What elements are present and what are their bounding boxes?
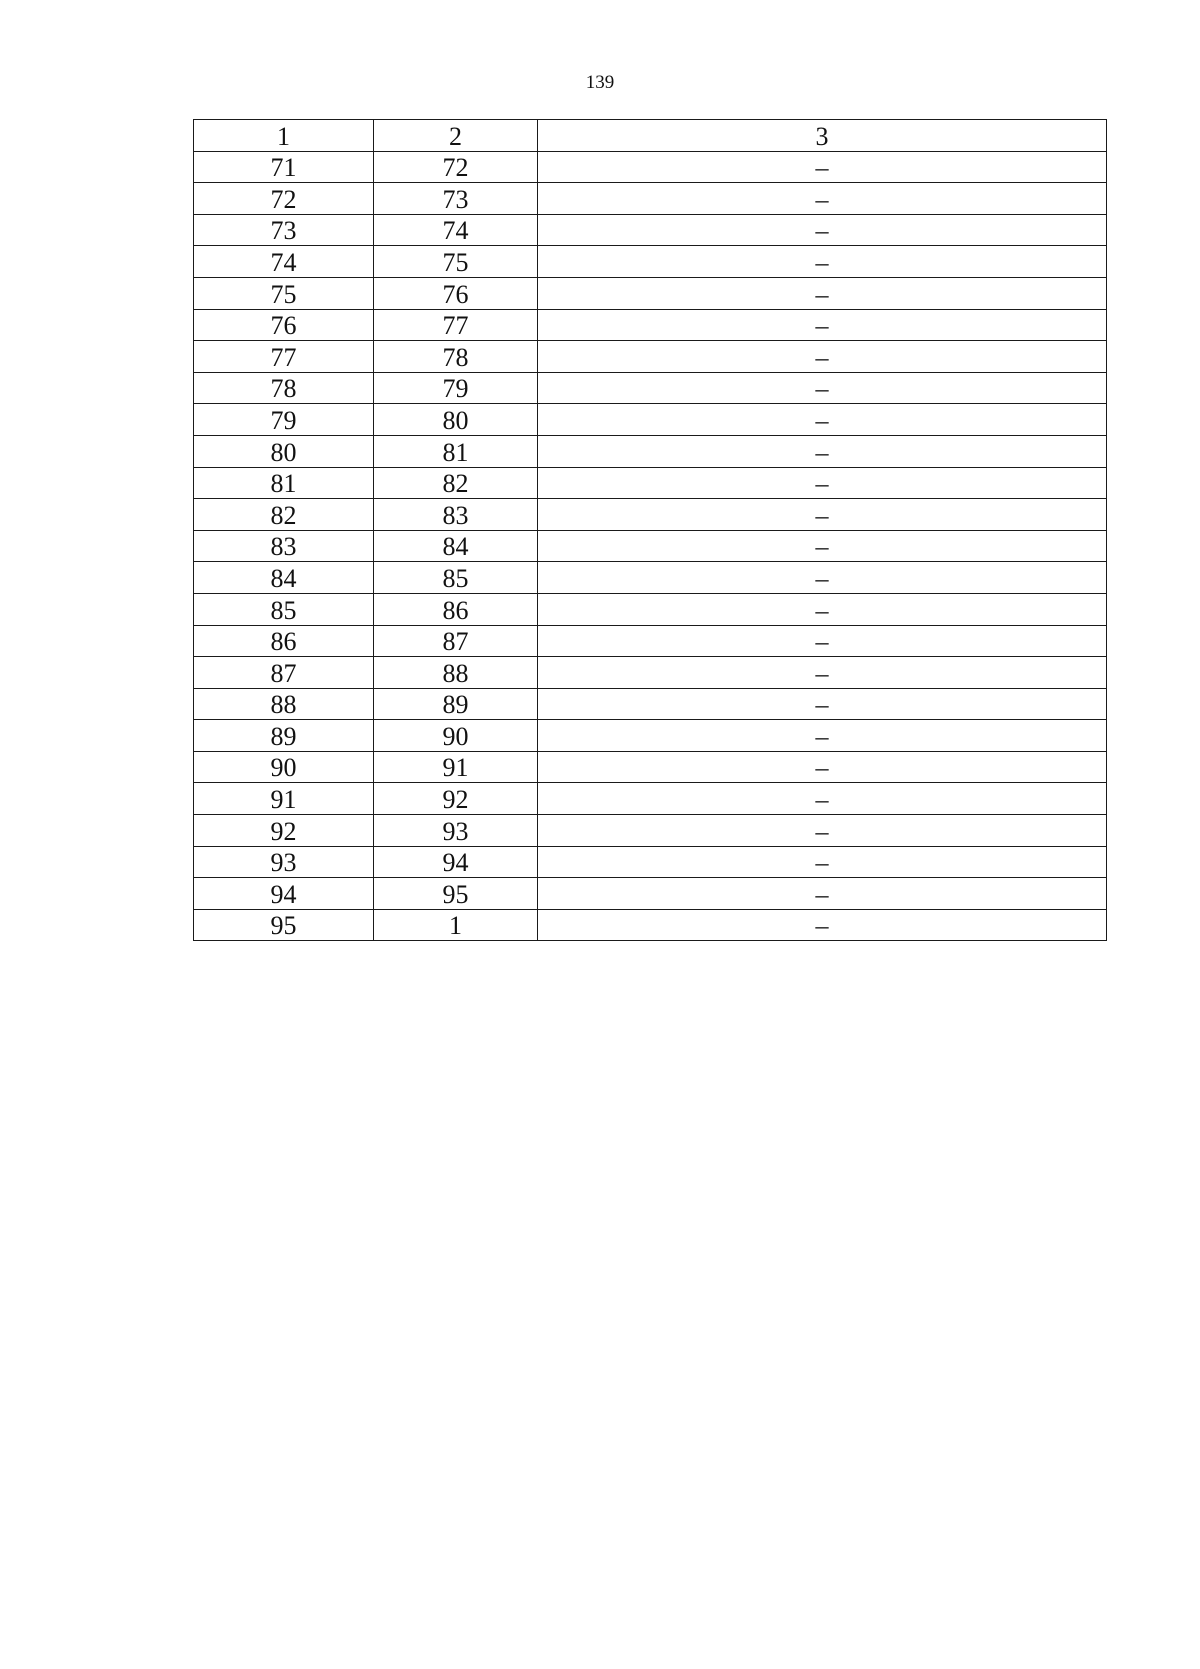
table-cell-col-1: 72 [194,183,374,215]
table-cell-col-2: 87 [374,625,538,657]
table-cell-col-2: 80 [374,404,538,436]
table-cell-col-1: 74 [194,246,374,278]
table-cell-col-3: – [538,499,1107,531]
table-cell-col-1: 88 [194,688,374,720]
table-cell-col-3: – [538,435,1107,467]
table-cell-col-1: 89 [194,720,374,752]
table-cell-col-1: 92 [194,815,374,847]
table-cell-col-3: – [538,246,1107,278]
table-cell-col-2: 73 [374,183,538,215]
table-cell-col-1: 91 [194,783,374,815]
table-cell-col-3: – [538,657,1107,689]
table-cell-col-2: 85 [374,562,538,594]
table-cell-col-3: – [538,467,1107,499]
table-cell-col-3: – [538,404,1107,436]
table-body [194,151,1107,941]
table-cell-col-1: 86 [194,625,374,657]
table-cell-col-2: 79 [374,372,538,404]
table-row [194,404,1107,436]
table-cell-col-2: 90 [374,720,538,752]
table-cell-col-2: 91 [374,751,538,783]
table-cell-col-1: 77 [194,341,374,373]
table-cell-col-1: 81 [194,467,374,499]
table-cell-col-2: 84 [374,530,538,562]
table-cell-col-3: – [538,372,1107,404]
table-row [194,467,1107,499]
table-cell-col-1: 79 [194,404,374,436]
table-row [194,214,1107,246]
table-row [194,277,1107,309]
table-cell-col-1: 90 [194,751,374,783]
table-row [194,372,1107,404]
table-cell-col-2: 74 [374,214,538,246]
table-cell-col-2: 76 [374,277,538,309]
table-cell-col-2: 72 [374,151,538,183]
table-cell-col-3: – [538,878,1107,910]
table-cell-col-3: – [538,183,1107,215]
table-cell-col-2: 89 [374,688,538,720]
table-cell-col-2: 78 [374,341,538,373]
table-cell-col-1: 78 [194,372,374,404]
table-cell-col-2: 77 [374,309,538,341]
table-cell-col-3: – [538,783,1107,815]
table-cell-col-3: – [538,341,1107,373]
column-header-2: 2 [374,120,538,152]
table-cell-col-3: – [538,625,1107,657]
table-cell-col-2: 92 [374,783,538,815]
table-row [194,309,1107,341]
table-cell-col-3: – [538,214,1107,246]
table-cell-col-2: 86 [374,593,538,625]
table-cell-col-3: – [538,909,1107,941]
table-row [194,151,1107,183]
table-cell-col-1: 80 [194,435,374,467]
table-cell-col-3: – [538,530,1107,562]
table-cell-col-1: 85 [194,593,374,625]
table-cell-col-3: – [538,562,1107,594]
table-cell-col-3: – [538,846,1107,878]
table-cell-col-1: 94 [194,878,374,910]
table-cell-col-3: – [538,593,1107,625]
table-cell-col-3: – [538,309,1107,341]
table-cell-col-3: – [538,688,1107,720]
table-cell-col-2: 94 [374,846,538,878]
table-row [194,625,1107,657]
table-cell-col-2: 75 [374,246,538,278]
table-row [194,878,1107,910]
table-cell-col-1: 82 [194,499,374,531]
table-cell-col-2: 93 [374,815,538,847]
table-cell-col-3: – [538,815,1107,847]
table-cell-col-1: 84 [194,562,374,594]
table-cell-col-1: 93 [194,846,374,878]
table-cell-col-1: 87 [194,657,374,689]
table-cell-col-1: 73 [194,214,374,246]
table-cell-col-3: – [538,720,1107,752]
table-cell-col-1: 95 [194,909,374,941]
table-cell-col-3: – [538,751,1107,783]
column-header-3: 3 [538,120,1107,152]
table-row [194,246,1107,278]
page-number: 139 [585,72,615,93]
column-header-1: 1 [194,120,374,152]
table-cell-col-1: 76 [194,309,374,341]
table-row [194,909,1107,941]
table-cell-col-2: 81 [374,435,538,467]
table-row [194,783,1107,815]
table-header [194,120,1107,152]
table-cell-col-1: 75 [194,277,374,309]
table-cell-col-1: 83 [194,530,374,562]
table-row [194,751,1107,783]
table-row [194,183,1107,215]
data-table [193,119,1107,941]
table-cell-col-2: 88 [374,657,538,689]
table-row [194,562,1107,594]
table-row [194,720,1107,752]
table-row [194,657,1107,689]
table-cell-col-2: 82 [374,467,538,499]
table-cell-col-2: 1 [374,909,538,941]
table-row [194,688,1107,720]
table-row [194,846,1107,878]
table-cell-col-3: – [538,151,1107,183]
table-header-row [194,120,1107,152]
table-cell-col-1: 71 [194,151,374,183]
table-row [194,530,1107,562]
table-row [194,435,1107,467]
table-row [194,341,1107,373]
table-row [194,593,1107,625]
table-cell-col-2: 83 [374,499,538,531]
table-row [194,499,1107,531]
table-cell-col-3: – [538,277,1107,309]
table-cell-col-2: 95 [374,878,538,910]
table-row [194,815,1107,847]
